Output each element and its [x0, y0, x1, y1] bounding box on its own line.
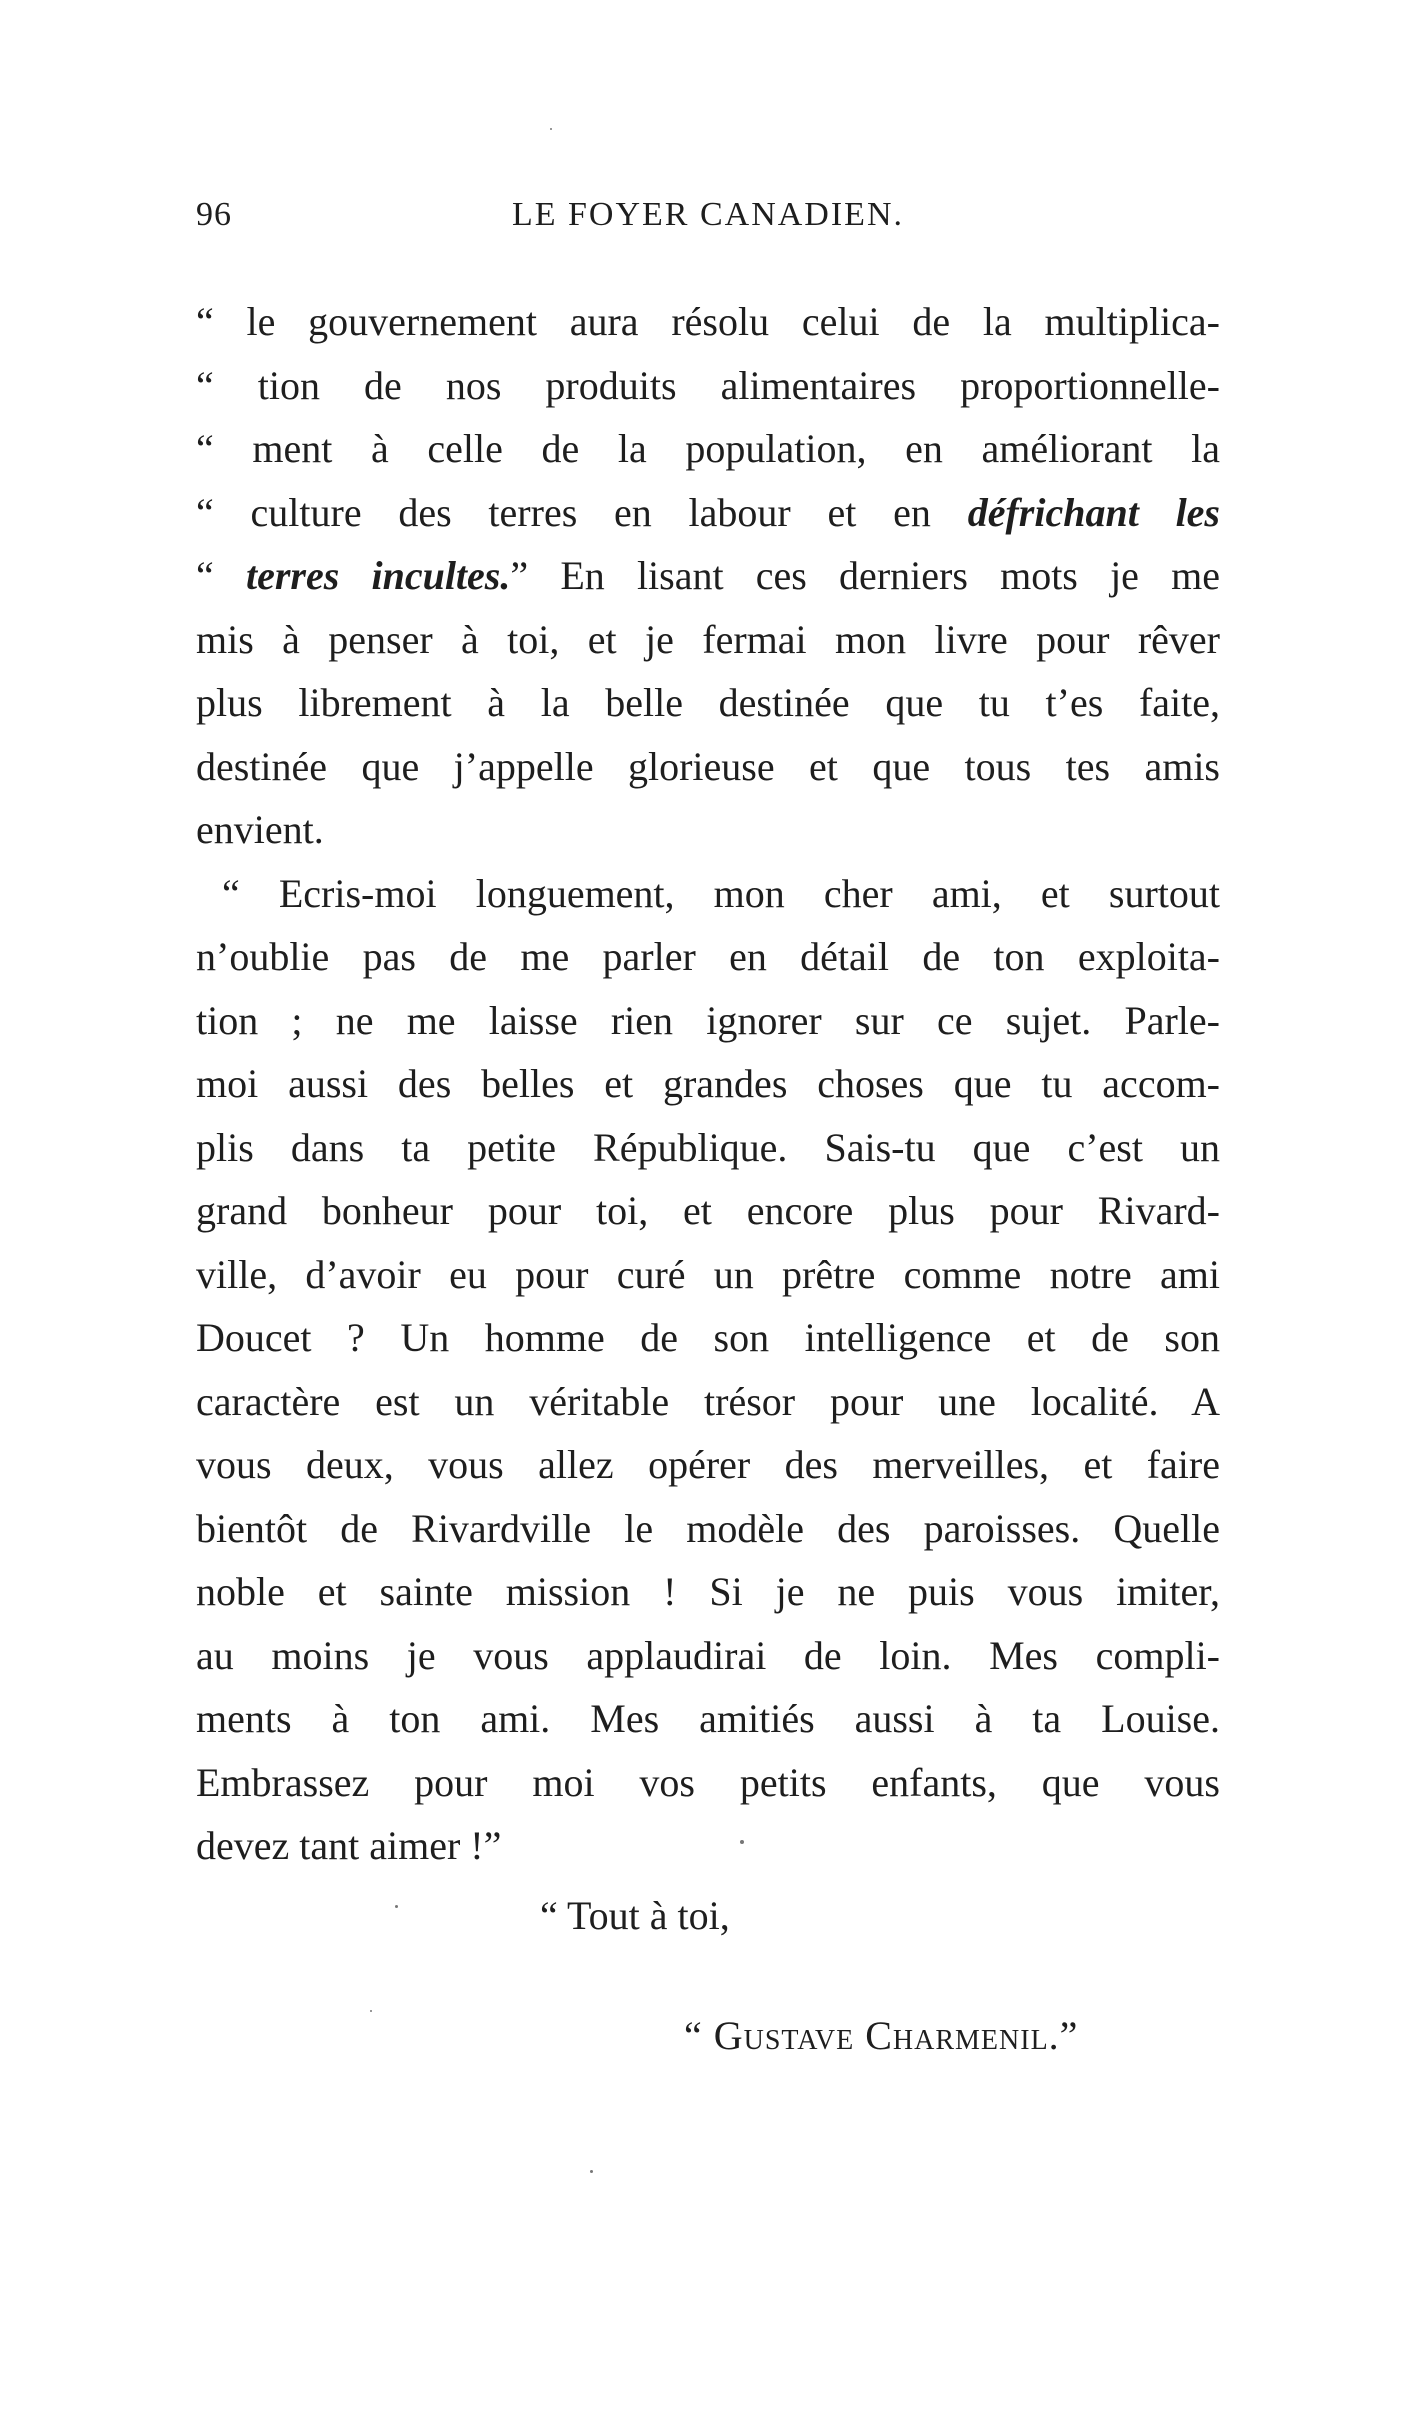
- text-line: mis à penser à toi, et je fermai mon livre pour rêver: [196, 616, 1220, 662]
- print-speck: [740, 1840, 744, 1844]
- text-line: Embrassez pour moi vos petits enfants, que vous: [196, 1759, 1220, 1805]
- text-line: bientôt de Rivardville le modèle des paroisses. Quelle: [196, 1505, 1220, 1551]
- text-line: ments à ton ami. Mes amitiés aussi à ta Louise.: [196, 1696, 1220, 1741]
- running-title: LE FOYER CANADIEN.: [511, 196, 905, 233]
- text-line: “ ment à celle de la population, en améliorant la: [196, 426, 1220, 471]
- text-line: envient.: [196, 807, 324, 852]
- page-header: [196, 196, 1220, 246]
- text-line: moi aussi des belles et grandes choses que tu accom-: [196, 1061, 1220, 1106]
- letter-closing: “ Tout à toi,: [540, 1893, 730, 1938]
- print-speck: [590, 2170, 593, 2173]
- text-segment: “: [196, 553, 246, 598]
- text-line: plis dans ta petite République. Sais-tu que c’est un: [196, 1124, 1220, 1170]
- print-speck: [395, 1905, 398, 1908]
- text-line: “ le gouvernement aura résolu celui de la multiplica-: [196, 299, 1220, 344]
- text-line: tion ; ne me laisse rien ignorer sur ce sujet. Parle-: [196, 997, 1220, 1043]
- text-line: destinée que j’appelle glorieuse et que tous tes amis: [196, 743, 1220, 789]
- italic-phrase: terres incultes.: [245, 553, 511, 598]
- text-line: grand bonheur pour toi, et encore plus pour Rivard-: [196, 1188, 1220, 1233]
- body-text: [196, 290, 1220, 1878]
- text-line: au moins je vous applaudirai de loin. Mes compli-: [196, 1632, 1220, 1678]
- page-number: 96: [196, 196, 232, 233]
- text-segment: ” En lisant ces derniers mots je me: [510, 553, 1220, 598]
- paragraph-first-line: “ Ecris-moi longuement, mon cher ami, et surtout: [222, 870, 1220, 916]
- text-line: Doucet ? Un homme de son intelligence et de son: [196, 1315, 1220, 1360]
- text-line: [196, 481, 1220, 545]
- text-line: ville, d’avoir eu pour curé un prêtre comme notre ami: [196, 1251, 1220, 1297]
- print-speck: [370, 2010, 372, 2012]
- text-line: “ tion de nos produits alimentaires proportionnelle-: [196, 362, 1220, 408]
- text-segment: “ culture des terres en labour et en: [196, 489, 968, 535]
- text-line: noble et sainte mission ! Si je ne puis vous imiter,: [196, 1569, 1220, 1614]
- text-line: vous deux, vous allez opérer des merveilles, et faire: [196, 1442, 1220, 1487]
- text-line: caractère est un véritable trésor pour une localité. A: [196, 1378, 1220, 1424]
- text-line: n’oublie pas de me parler en détail de ton exploita-: [196, 934, 1220, 979]
- print-speck: [550, 128, 552, 130]
- text-line: plus librement à la belle destinée que tu t’es faite,: [196, 680, 1220, 725]
- letter-signature: “ Gustave Charmenil.”: [684, 2013, 1079, 2058]
- text-line: devez tant aimer !”: [196, 1823, 502, 1868]
- text-line: [196, 544, 1220, 608]
- italic-phrase: défrichant les: [967, 489, 1221, 535]
